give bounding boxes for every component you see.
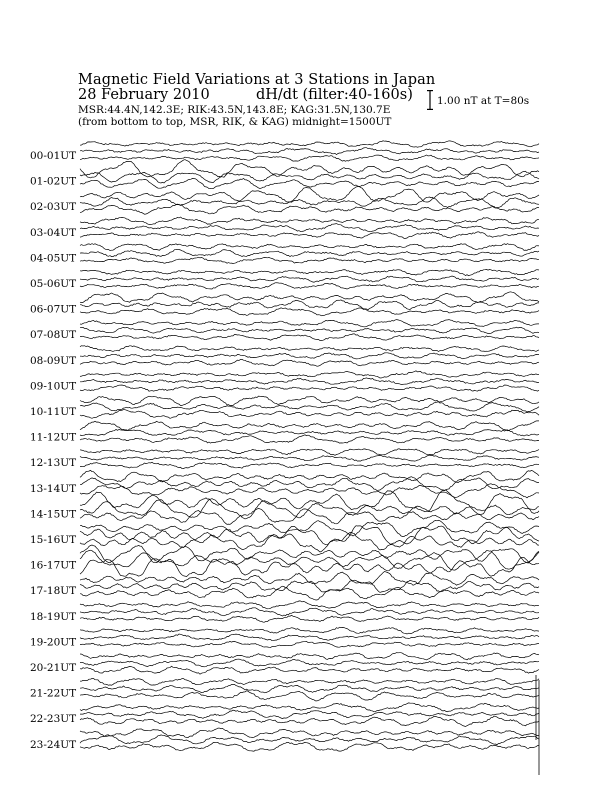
chart-title: Magnetic Field Variations at 3 Stations in Japan <box>78 72 436 88</box>
trace-msr-row-3 <box>80 232 539 239</box>
end-marker-line <box>536 675 539 775</box>
trace-msr-row-17 <box>80 586 539 600</box>
row-label: 18-19UT <box>30 610 77 623</box>
trace-kag-row-18 <box>80 601 539 609</box>
row-label: 17-18UT <box>30 585 77 598</box>
row-label: 21-22UT <box>30 687 77 700</box>
trace-msr-row-23 <box>80 742 539 751</box>
row-label: 20-21UT <box>30 662 77 674</box>
trace-rik-row-18 <box>80 608 539 616</box>
chart-quantity: dH/dt (filter:40-160s) <box>256 87 413 103</box>
row-label: 04-05UT <box>30 252 77 265</box>
trace-msr-row-7 <box>80 334 539 341</box>
trace-kag-row-4 <box>80 244 539 251</box>
trace-rik-row-20 <box>80 659 539 667</box>
row-label: 16-17UT <box>30 559 77 572</box>
trace-kag-row-6 <box>80 292 539 303</box>
trace-msr-row-14 <box>80 508 539 524</box>
trace-msr-row-13 <box>80 484 539 498</box>
trace-kag-row-21 <box>80 679 539 686</box>
trace-msr-row-19 <box>80 641 539 647</box>
row-label: 11-12UT <box>30 431 77 444</box>
trace-kag-row-3 <box>80 217 539 224</box>
row-label: 05-06UT <box>30 278 77 290</box>
trace-rik-row-6 <box>80 300 539 310</box>
trace-rik-row-8 <box>80 353 539 359</box>
trace-msr-row-8 <box>80 359 539 366</box>
trace-msr-row-5 <box>80 283 539 289</box>
row-label: 00-01UT <box>30 150 77 162</box>
trace-rik-row-2 <box>80 197 539 208</box>
trace-kag-row-9 <box>80 371 539 378</box>
trace-rik-row-11 <box>80 429 539 436</box>
trace-rik-row-4 <box>80 249 539 256</box>
trace-kag-row-19 <box>80 627 539 634</box>
trace-kag-row-2 <box>80 186 539 202</box>
row-label: 03-04UT <box>30 226 77 239</box>
trace-rik-row-13 <box>80 477 539 491</box>
row-label: 19-20UT <box>30 636 77 649</box>
trace-msr-row-1 <box>80 178 539 188</box>
row-label: 09-10UT <box>30 380 77 393</box>
trace-kag-row-1 <box>80 160 539 178</box>
row-label: 02-03UT <box>30 201 77 214</box>
row-label: 07-08UT <box>30 329 77 342</box>
row-label: 13-14UT <box>30 482 77 495</box>
trace-rik-row-3 <box>80 224 539 232</box>
trace-kag-row-16 <box>80 545 539 563</box>
row-label: 23-24UT <box>30 738 77 751</box>
trace-rik-row-7 <box>80 327 539 333</box>
trace-rik-row-17 <box>80 580 539 592</box>
trace-msr-row-21 <box>80 691 539 701</box>
trace-msr-row-11 <box>80 435 539 443</box>
trace-rik-row-15 <box>80 526 539 545</box>
trace-kag-row-22 <box>80 703 539 712</box>
trace-rik-row-0 <box>80 148 539 155</box>
station-order-note: (from bottom to top, MSR, RIK, & KAG) midnight=1500UT <box>78 116 392 128</box>
trace-msr-row-12 <box>80 462 539 468</box>
row-label: 01-02UT <box>30 175 77 188</box>
trace-kag-row-17 <box>80 572 539 586</box>
row-label: 15-16UT <box>30 534 77 546</box>
trace-msr-row-4 <box>80 257 539 263</box>
station-coordinates: MSR:44.4N,142.3E; RIK:43.5N,143.8E; KAG:31.5N,130.7E <box>78 104 391 116</box>
trace-msr-row-9 <box>80 385 539 391</box>
row-label: 08-09UT <box>30 354 77 367</box>
trace-msr-row-6 <box>80 308 539 316</box>
row-label: 10-11UT <box>30 406 77 418</box>
trace-kag-row-20 <box>80 653 539 660</box>
trace-msr-row-20 <box>80 666 539 674</box>
trace-msr-row-2 <box>80 204 539 214</box>
scale-label: 1.00 nT at T=80s <box>437 95 530 107</box>
trace-rik-row-19 <box>80 634 539 641</box>
row-label: 22-23UT <box>30 713 77 726</box>
trace-kag-row-23 <box>80 728 539 738</box>
trace-rik-row-12 <box>80 455 539 461</box>
row-label: 06-07UT <box>30 303 77 316</box>
trace-kag-row-8 <box>80 346 539 352</box>
trace-kag-row-11 <box>80 421 539 431</box>
trace-rik-row-21 <box>80 684 539 693</box>
row-label: 14-15UT <box>30 508 77 521</box>
trace-msr-row-18 <box>80 615 539 622</box>
trace-rik-row-22 <box>80 710 539 719</box>
trace-kag-row-5 <box>80 269 539 275</box>
chart-date: 28 February 2010 <box>78 87 210 103</box>
trace-rik-row-14 <box>80 499 539 519</box>
trace-rik-row-10 <box>80 402 539 412</box>
trace-msr-row-22 <box>80 716 539 726</box>
trace-rik-row-9 <box>80 378 539 385</box>
trace-rik-row-5 <box>80 276 539 282</box>
trace-kag-row-0 <box>80 141 539 147</box>
trace-msr-row-0 <box>80 155 539 161</box>
trace-msr-row-16 <box>80 557 539 576</box>
trace-kag-row-12 <box>80 449 539 455</box>
row-label: 12-13UT <box>30 457 77 470</box>
trace-kag-row-15 <box>80 520 539 536</box>
trace-kag-row-7 <box>80 320 539 327</box>
